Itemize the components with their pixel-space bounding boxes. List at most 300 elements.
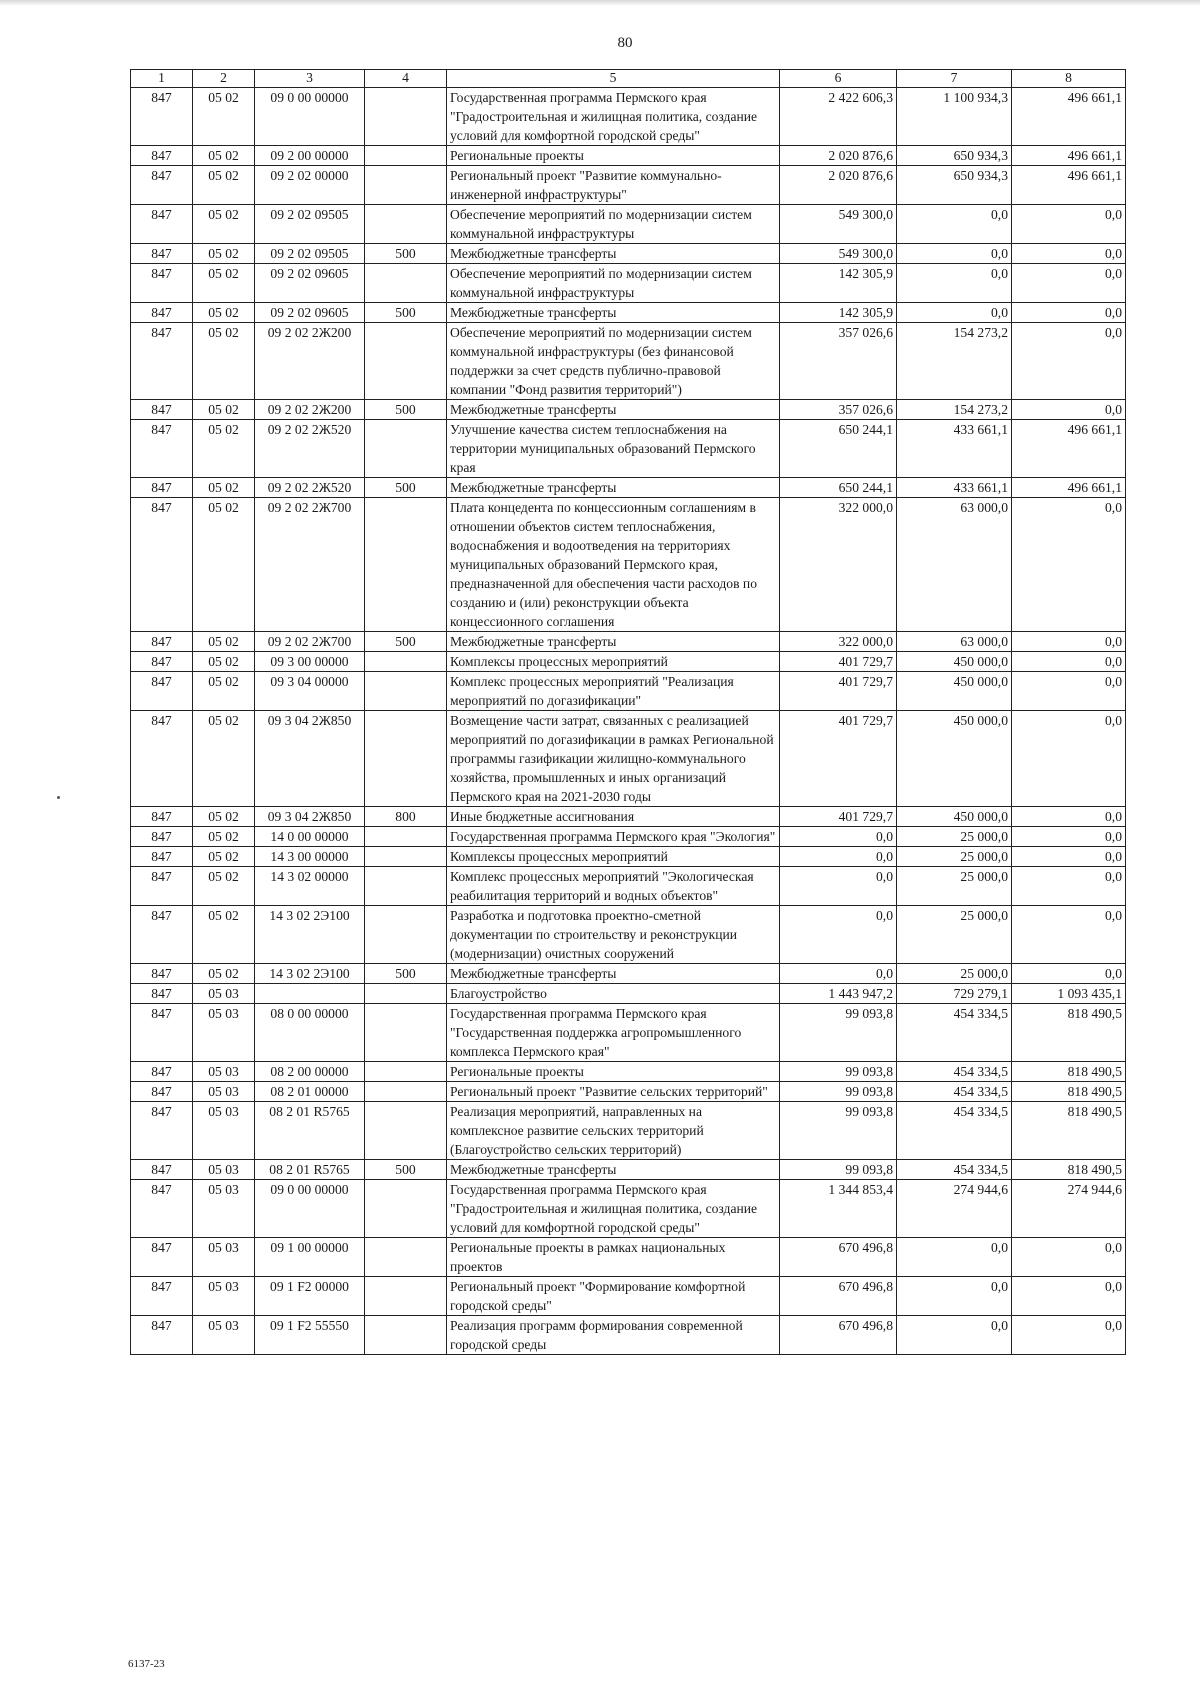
cell-description: Государственная программа Пермского края "Экология" <box>447 827 780 847</box>
cell-expense-type <box>365 906 447 964</box>
cell-amount-col8: 0,0 <box>1012 711 1126 807</box>
cell-ministry-code: 847 <box>131 264 193 303</box>
cell-amount-col6: 0,0 <box>780 867 897 906</box>
table-row <box>131 1160 1126 1180</box>
cell-target-article: 09 2 00 00000 <box>255 146 365 166</box>
cell-amount-col7: 0,0 <box>897 264 1012 303</box>
cell-description: Региональный проект "Формирование комфортной городской среды" <box>447 1277 780 1316</box>
cell-section-code: 05 02 <box>193 672 255 711</box>
cell-ministry-code: 847 <box>131 1102 193 1160</box>
cell-description: Межбюджетные трансферты <box>447 478 780 498</box>
cell-description: Межбюджетные трансферты <box>447 400 780 420</box>
cell-expense-type: 500 <box>365 303 447 323</box>
cell-expense-type <box>365 1316 447 1355</box>
cell-description: Улучшение качества систем теплоснабжения на территории муниципальных образований Пермского края <box>447 420 780 478</box>
cell-amount-col6: 99 093,8 <box>780 1004 897 1062</box>
cell-amount-col7: 0,0 <box>897 244 1012 264</box>
cell-expense-type <box>365 672 447 711</box>
cell-amount-col6: 0,0 <box>780 827 897 847</box>
table-row <box>131 420 1126 478</box>
cell-description: Государственная программа Пермского края "Градостроительная и жилищная политика, создание условий для комфортной городской среды" <box>447 88 780 146</box>
cell-ministry-code: 847 <box>131 652 193 672</box>
cell-description: Реализация программ формирования современной городской среды <box>447 1316 780 1355</box>
cell-description: Обеспечение мероприятий по модернизации систем коммунальной инфраструктуры <box>447 264 780 303</box>
cell-amount-col6: 99 093,8 <box>780 1160 897 1180</box>
page-number: 80 <box>617 35 633 51</box>
cell-amount-col8: 818 490,5 <box>1012 1004 1126 1062</box>
cell-amount-col6: 2 020 876,6 <box>780 166 897 205</box>
cell-target-article: 09 2 02 2Ж520 <box>255 420 365 478</box>
cell-amount-col7: 454 334,5 <box>897 1102 1012 1160</box>
cell-section-code: 05 03 <box>193 984 255 1004</box>
cell-amount-col7: 450 000,0 <box>897 672 1012 711</box>
cell-amount-col8: 274 944,6 <box>1012 1180 1126 1238</box>
cell-amount-col8: 1 093 435,1 <box>1012 984 1126 1004</box>
cell-target-article: 09 3 04 2Ж850 <box>255 807 365 827</box>
cell-amount-col8: 0,0 <box>1012 303 1126 323</box>
cell-amount-col6: 0,0 <box>780 964 897 984</box>
cell-target-article: 14 3 02 00000 <box>255 867 365 906</box>
cell-ministry-code: 847 <box>131 166 193 205</box>
cell-amount-col7: 154 273,2 <box>897 400 1012 420</box>
cell-amount-col6: 99 093,8 <box>780 1082 897 1102</box>
table-row <box>131 1180 1126 1238</box>
budget-table <box>130 69 1126 1355</box>
table-row <box>131 400 1126 420</box>
cell-target-article: 09 3 00 00000 <box>255 652 365 672</box>
cell-target-article: 08 2 01 R5765 <box>255 1160 365 1180</box>
cell-amount-col7: 0,0 <box>897 205 1012 244</box>
cell-amount-col7: 450 000,0 <box>897 711 1012 807</box>
cell-section-code: 05 03 <box>193 1062 255 1082</box>
cell-amount-col6: 650 244,1 <box>780 420 897 478</box>
cell-description: Межбюджетные трансферты <box>447 1160 780 1180</box>
cell-description: Комплекс процессных мероприятий "Экологическая реабилитация территорий и водных объектов" <box>447 867 780 906</box>
cell-target-article: 08 2 01 R5765 <box>255 1102 365 1160</box>
table-row <box>131 498 1126 632</box>
table-row <box>131 906 1126 964</box>
table-row <box>131 1316 1126 1355</box>
cell-amount-col7: 454 334,5 <box>897 1082 1012 1102</box>
cell-amount-col7: 729 279,1 <box>897 984 1012 1004</box>
cell-target-article: 09 0 00 00000 <box>255 1180 365 1238</box>
cell-expense-type: 500 <box>365 964 447 984</box>
cell-amount-col6: 1 443 947,2 <box>780 984 897 1004</box>
table-row <box>131 867 1126 906</box>
cell-amount-col7: 650 934,3 <box>897 166 1012 205</box>
cell-expense-type <box>365 847 447 867</box>
cell-ministry-code: 847 <box>131 827 193 847</box>
cell-expense-type <box>365 146 447 166</box>
header-col-5: 5 <box>447 70 780 88</box>
cell-expense-type: 500 <box>365 478 447 498</box>
cell-target-article: 09 2 02 2Ж200 <box>255 400 365 420</box>
cell-section-code: 05 02 <box>193 827 255 847</box>
cell-section-code: 05 02 <box>193 146 255 166</box>
cell-amount-col7: 0,0 <box>897 1277 1012 1316</box>
cell-target-article: 09 1 00 00000 <box>255 1238 365 1277</box>
cell-expense-type: 500 <box>365 400 447 420</box>
cell-expense-type <box>365 498 447 632</box>
cell-target-article: 14 3 02 2Э100 <box>255 964 365 984</box>
cell-amount-col7: 1 100 934,3 <box>897 88 1012 146</box>
cell-amount-col6: 99 093,8 <box>780 1102 897 1160</box>
table-row <box>131 827 1126 847</box>
cell-section-code: 05 03 <box>193 1180 255 1238</box>
cell-amount-col7: 433 661,1 <box>897 420 1012 478</box>
cell-section-code: 05 03 <box>193 1277 255 1316</box>
cell-amount-col8: 818 490,5 <box>1012 1160 1126 1180</box>
header-col-1: 1 <box>131 70 193 88</box>
cell-amount-col6: 357 026,6 <box>780 400 897 420</box>
cell-target-article: 14 3 02 2Э100 <box>255 906 365 964</box>
cell-amount-col7: 454 334,5 <box>897 1062 1012 1082</box>
cell-target-article: 08 2 01 00000 <box>255 1082 365 1102</box>
cell-amount-col7: 25 000,0 <box>897 847 1012 867</box>
cell-expense-type <box>365 867 447 906</box>
cell-amount-col8: 0,0 <box>1012 1277 1126 1316</box>
cell-amount-col6: 549 300,0 <box>780 205 897 244</box>
cell-amount-col6: 650 244,1 <box>780 478 897 498</box>
cell-expense-type <box>365 1004 447 1062</box>
cell-amount-col6: 401 729,7 <box>780 672 897 711</box>
cell-amount-col8: 0,0 <box>1012 847 1126 867</box>
cell-ministry-code: 847 <box>131 420 193 478</box>
cell-ministry-code: 847 <box>131 984 193 1004</box>
footer-code: 6137-23 <box>128 1658 165 1670</box>
header-col-8: 8 <box>1012 70 1126 88</box>
scan-dust-mark <box>57 796 60 799</box>
cell-amount-col8: 0,0 <box>1012 964 1126 984</box>
cell-amount-col8: 0,0 <box>1012 827 1126 847</box>
cell-amount-col7: 0,0 <box>897 1238 1012 1277</box>
cell-amount-col8: 0,0 <box>1012 672 1126 711</box>
cell-ministry-code: 847 <box>131 847 193 867</box>
table-row <box>131 1062 1126 1082</box>
cell-amount-col7: 454 334,5 <box>897 1160 1012 1180</box>
cell-description: Обеспечение мероприятий по модернизации систем коммунальной инфраструктуры (без финансовой поддержки за счет средств публично-правовой компании "Фонд развития территорий") <box>447 323 780 400</box>
cell-section-code: 05 02 <box>193 867 255 906</box>
cell-description: Реализация мероприятий, направленных на комплексное развитие сельских территорий (Благоустройство сельских территорий) <box>447 1102 780 1160</box>
cell-description: Комплексы процессных мероприятий <box>447 652 780 672</box>
table-row <box>131 88 1126 146</box>
cell-amount-col7: 0,0 <box>897 1316 1012 1355</box>
cell-section-code: 05 02 <box>193 166 255 205</box>
table-row <box>131 303 1126 323</box>
cell-ministry-code: 847 <box>131 498 193 632</box>
header-col-7: 7 <box>897 70 1012 88</box>
cell-expense-type <box>365 264 447 303</box>
cell-amount-col8: 818 490,5 <box>1012 1062 1126 1082</box>
cell-target-article: 09 2 02 2Ж700 <box>255 498 365 632</box>
cell-description: Межбюджетные трансферты <box>447 964 780 984</box>
table-row <box>131 807 1126 827</box>
cell-expense-type <box>365 1102 447 1160</box>
cell-target-article: 09 3 04 00000 <box>255 672 365 711</box>
cell-target-article: 09 2 02 09505 <box>255 205 365 244</box>
cell-target-article: 09 2 02 2Ж200 <box>255 323 365 400</box>
cell-description: Межбюджетные трансферты <box>447 303 780 323</box>
table-row <box>131 205 1126 244</box>
cell-amount-col8: 0,0 <box>1012 1316 1126 1355</box>
table-row <box>131 166 1126 205</box>
cell-amount-col8: 0,0 <box>1012 244 1126 264</box>
cell-target-article: 08 0 00 00000 <box>255 1004 365 1062</box>
cell-amount-col8: 0,0 <box>1012 906 1126 964</box>
cell-amount-col6: 2 422 606,3 <box>780 88 897 146</box>
cell-amount-col7: 25 000,0 <box>897 906 1012 964</box>
cell-amount-col8: 0,0 <box>1012 323 1126 400</box>
cell-amount-col8: 0,0 <box>1012 205 1126 244</box>
cell-ministry-code: 847 <box>131 1180 193 1238</box>
cell-target-article: 14 3 00 00000 <box>255 847 365 867</box>
cell-ministry-code: 847 <box>131 632 193 652</box>
cell-section-code: 05 03 <box>193 1102 255 1160</box>
cell-expense-type <box>365 1277 447 1316</box>
cell-ministry-code: 847 <box>131 1238 193 1277</box>
cell-section-code: 05 03 <box>193 1316 255 1355</box>
cell-section-code: 05 03 <box>193 1004 255 1062</box>
cell-amount-col6: 549 300,0 <box>780 244 897 264</box>
table-row <box>131 244 1126 264</box>
cell-amount-col8: 0,0 <box>1012 1238 1126 1277</box>
cell-amount-col6: 322 000,0 <box>780 498 897 632</box>
cell-amount-col7: 154 273,2 <box>897 323 1012 400</box>
cell-expense-type <box>365 205 447 244</box>
cell-section-code: 05 03 <box>193 1082 255 1102</box>
cell-section-code: 05 02 <box>193 807 255 827</box>
cell-target-article: 09 1 F2 00000 <box>255 1277 365 1316</box>
cell-ministry-code: 847 <box>131 478 193 498</box>
table-row <box>131 1082 1126 1102</box>
cell-description: Обеспечение мероприятий по модернизации систем коммунальной инфраструктуры <box>447 205 780 244</box>
cell-expense-type <box>365 1180 447 1238</box>
cell-target-article: 09 2 02 09505 <box>255 244 365 264</box>
scan-edge-artifact <box>0 0 1200 6</box>
cell-amount-col8: 818 490,5 <box>1012 1082 1126 1102</box>
cell-section-code: 05 02 <box>193 478 255 498</box>
cell-amount-col7: 450 000,0 <box>897 807 1012 827</box>
cell-amount-col8: 496 661,1 <box>1012 146 1126 166</box>
cell-description: Комплексы процессных мероприятий <box>447 847 780 867</box>
cell-expense-type <box>365 1082 447 1102</box>
cell-description: Благоустройство <box>447 984 780 1004</box>
cell-ministry-code: 847 <box>131 400 193 420</box>
cell-amount-col6: 670 496,8 <box>780 1238 897 1277</box>
table-row <box>131 1238 1126 1277</box>
cell-ministry-code: 847 <box>131 323 193 400</box>
cell-amount-col6: 1 344 853,4 <box>780 1180 897 1238</box>
table-row <box>131 964 1126 984</box>
cell-description: Возмещение части затрат, связанных с реализацией мероприятий по догазификации в рамках Региональной программы газификации жилищно-коммунального хозяйства, промышленных и иных организаций Пермского края на 2021-2030 годы <box>447 711 780 807</box>
cell-amount-col6: 0,0 <box>780 847 897 867</box>
header-col-6: 6 <box>780 70 897 88</box>
cell-description: Региональные проекты <box>447 1062 780 1082</box>
cell-section-code: 05 03 <box>193 1160 255 1180</box>
table-row <box>131 652 1126 672</box>
cell-expense-type <box>365 652 447 672</box>
cell-expense-type <box>365 1238 447 1277</box>
table-row <box>131 632 1126 652</box>
cell-expense-type <box>365 984 447 1004</box>
cell-description: Разработка и подготовка проектно-сметной документации по строительству и реконструкции (модернизации) очистных сооружений <box>447 906 780 964</box>
header-col-4: 4 <box>365 70 447 88</box>
cell-description: Региональный проект "Развитие сельских территорий" <box>447 1082 780 1102</box>
cell-expense-type: 500 <box>365 244 447 264</box>
table-row <box>131 264 1126 303</box>
cell-amount-col7: 454 334,5 <box>897 1004 1012 1062</box>
cell-amount-col8: 496 661,1 <box>1012 420 1126 478</box>
cell-ministry-code: 847 <box>131 1160 193 1180</box>
cell-amount-col7: 433 661,1 <box>897 478 1012 498</box>
cell-target-article: 08 2 00 00000 <box>255 1062 365 1082</box>
cell-amount-col8: 0,0 <box>1012 498 1126 632</box>
cell-expense-type <box>365 711 447 807</box>
cell-section-code: 05 02 <box>193 244 255 264</box>
cell-ministry-code: 847 <box>131 303 193 323</box>
table-row <box>131 847 1126 867</box>
cell-description: Комплекс процессных мероприятий "Реализация мероприятий по догазификации" <box>447 672 780 711</box>
cell-ministry-code: 847 <box>131 1062 193 1082</box>
table-row <box>131 672 1126 711</box>
cell-expense-type <box>365 827 447 847</box>
cell-target-article: 09 2 02 09605 <box>255 264 365 303</box>
cell-amount-col6: 357 026,6 <box>780 323 897 400</box>
cell-ministry-code: 847 <box>131 964 193 984</box>
cell-expense-type <box>365 88 447 146</box>
cell-target-article: 09 0 00 00000 <box>255 88 365 146</box>
cell-amount-col6: 99 093,8 <box>780 1062 897 1082</box>
cell-amount-col6: 401 729,7 <box>780 807 897 827</box>
cell-amount-col8: 496 661,1 <box>1012 166 1126 205</box>
cell-amount-col7: 274 944,6 <box>897 1180 1012 1238</box>
cell-amount-col8: 0,0 <box>1012 652 1126 672</box>
cell-expense-type <box>365 323 447 400</box>
table-row <box>131 1277 1126 1316</box>
cell-amount-col8: 0,0 <box>1012 807 1126 827</box>
cell-amount-col6: 322 000,0 <box>780 632 897 652</box>
cell-amount-col7: 650 934,3 <box>897 146 1012 166</box>
cell-section-code: 05 02 <box>193 400 255 420</box>
cell-amount-col6: 670 496,8 <box>780 1277 897 1316</box>
cell-amount-col8: 496 661,1 <box>1012 88 1126 146</box>
cell-amount-col6: 670 496,8 <box>780 1316 897 1355</box>
cell-section-code: 05 02 <box>193 498 255 632</box>
cell-description: Межбюджетные трансферты <box>447 632 780 652</box>
cell-section-code: 05 02 <box>193 323 255 400</box>
cell-amount-col8: 0,0 <box>1012 264 1126 303</box>
table-row <box>131 146 1126 166</box>
cell-description: Межбюджетные трансферты <box>447 244 780 264</box>
cell-description: Плата концедента по концессионным соглашениям в отношении объектов систем теплоснабжения, водоснабжения и водоотведения на территориях муниципальных образований Пермского края, предназначенной для обеспечения части расходов по созданию и (или) реконструкции объекта концессионного соглашения <box>447 498 780 632</box>
cell-amount-col6: 2 020 876,6 <box>780 146 897 166</box>
cell-ministry-code: 847 <box>131 867 193 906</box>
header-col-2: 2 <box>193 70 255 88</box>
cell-amount-col7: 0,0 <box>897 303 1012 323</box>
cell-ministry-code: 847 <box>131 807 193 827</box>
cell-amount-col7: 450 000,0 <box>897 652 1012 672</box>
cell-section-code: 05 02 <box>193 847 255 867</box>
cell-ministry-code: 847 <box>131 1082 193 1102</box>
cell-section-code: 05 02 <box>193 906 255 964</box>
table-body <box>131 88 1126 1355</box>
cell-target-article: 09 3 04 2Ж850 <box>255 711 365 807</box>
cell-amount-col7: 25 000,0 <box>897 867 1012 906</box>
cell-expense-type: 500 <box>365 1160 447 1180</box>
cell-expense-type <box>365 1062 447 1082</box>
cell-amount-col6: 0,0 <box>780 906 897 964</box>
table-row <box>131 1102 1126 1160</box>
cell-description: Государственная программа Пермского края "Государственная поддержка агропромышленного комплекса Пермского края" <box>447 1004 780 1062</box>
table-row <box>131 984 1126 1004</box>
cell-amount-col7: 63 000,0 <box>897 632 1012 652</box>
cell-expense-type: 800 <box>365 807 447 827</box>
cell-ministry-code: 847 <box>131 1004 193 1062</box>
cell-amount-col7: 63 000,0 <box>897 498 1012 632</box>
cell-description: Региональный проект "Развитие коммунально-инженерной инфраструктуры" <box>447 166 780 205</box>
cell-target-article: 09 2 02 2Ж700 <box>255 632 365 652</box>
cell-ministry-code: 847 <box>131 672 193 711</box>
cell-ministry-code: 847 <box>131 88 193 146</box>
cell-target-article: 09 2 02 2Ж520 <box>255 478 365 498</box>
cell-section-code: 05 02 <box>193 964 255 984</box>
cell-section-code: 05 02 <box>193 711 255 807</box>
cell-ministry-code: 847 <box>131 1316 193 1355</box>
cell-description: Региональные проекты в рамках национальных проектов <box>447 1238 780 1277</box>
cell-amount-col8: 0,0 <box>1012 867 1126 906</box>
cell-expense-type <box>365 166 447 205</box>
cell-amount-col7: 25 000,0 <box>897 964 1012 984</box>
cell-amount-col6: 401 729,7 <box>780 711 897 807</box>
cell-ministry-code: 847 <box>131 205 193 244</box>
cell-description: Иные бюджетные ассигнования <box>447 807 780 827</box>
cell-amount-col8: 818 490,5 <box>1012 1102 1126 1160</box>
cell-description: Государственная программа Пермского края "Градостроительная и жилищная политика, создание условий для комфортной городской среды" <box>447 1180 780 1238</box>
cell-amount-col6: 142 305,9 <box>780 303 897 323</box>
cell-amount-col8: 0,0 <box>1012 632 1126 652</box>
cell-ministry-code: 847 <box>131 711 193 807</box>
cell-section-code: 05 02 <box>193 88 255 146</box>
cell-amount-col8: 0,0 <box>1012 400 1126 420</box>
cell-section-code: 05 02 <box>193 652 255 672</box>
cell-section-code: 05 02 <box>193 303 255 323</box>
header-col-3: 3 <box>255 70 365 88</box>
table-row <box>131 1004 1126 1062</box>
cell-section-code: 05 03 <box>193 1238 255 1277</box>
table-row <box>131 478 1126 498</box>
cell-section-code: 05 02 <box>193 205 255 244</box>
header-row <box>131 70 1126 88</box>
cell-target-article: 14 0 00 00000 <box>255 827 365 847</box>
cell-target-article: 09 2 02 00000 <box>255 166 365 205</box>
cell-section-code: 05 02 <box>193 420 255 478</box>
cell-ministry-code: 847 <box>131 906 193 964</box>
cell-expense-type <box>365 420 447 478</box>
table-row <box>131 323 1126 400</box>
table-row <box>131 711 1126 807</box>
cell-ministry-code: 847 <box>131 1277 193 1316</box>
cell-target-article: 09 1 F2 55550 <box>255 1316 365 1355</box>
cell-section-code: 05 02 <box>193 632 255 652</box>
cell-target-article <box>255 984 365 1004</box>
cell-amount-col6: 142 305,9 <box>780 264 897 303</box>
cell-description: Региональные проекты <box>447 146 780 166</box>
cell-target-article: 09 2 02 09605 <box>255 303 365 323</box>
cell-ministry-code: 847 <box>131 146 193 166</box>
cell-section-code: 05 02 <box>193 264 255 303</box>
cell-amount-col7: 25 000,0 <box>897 827 1012 847</box>
cell-ministry-code: 847 <box>131 244 193 264</box>
